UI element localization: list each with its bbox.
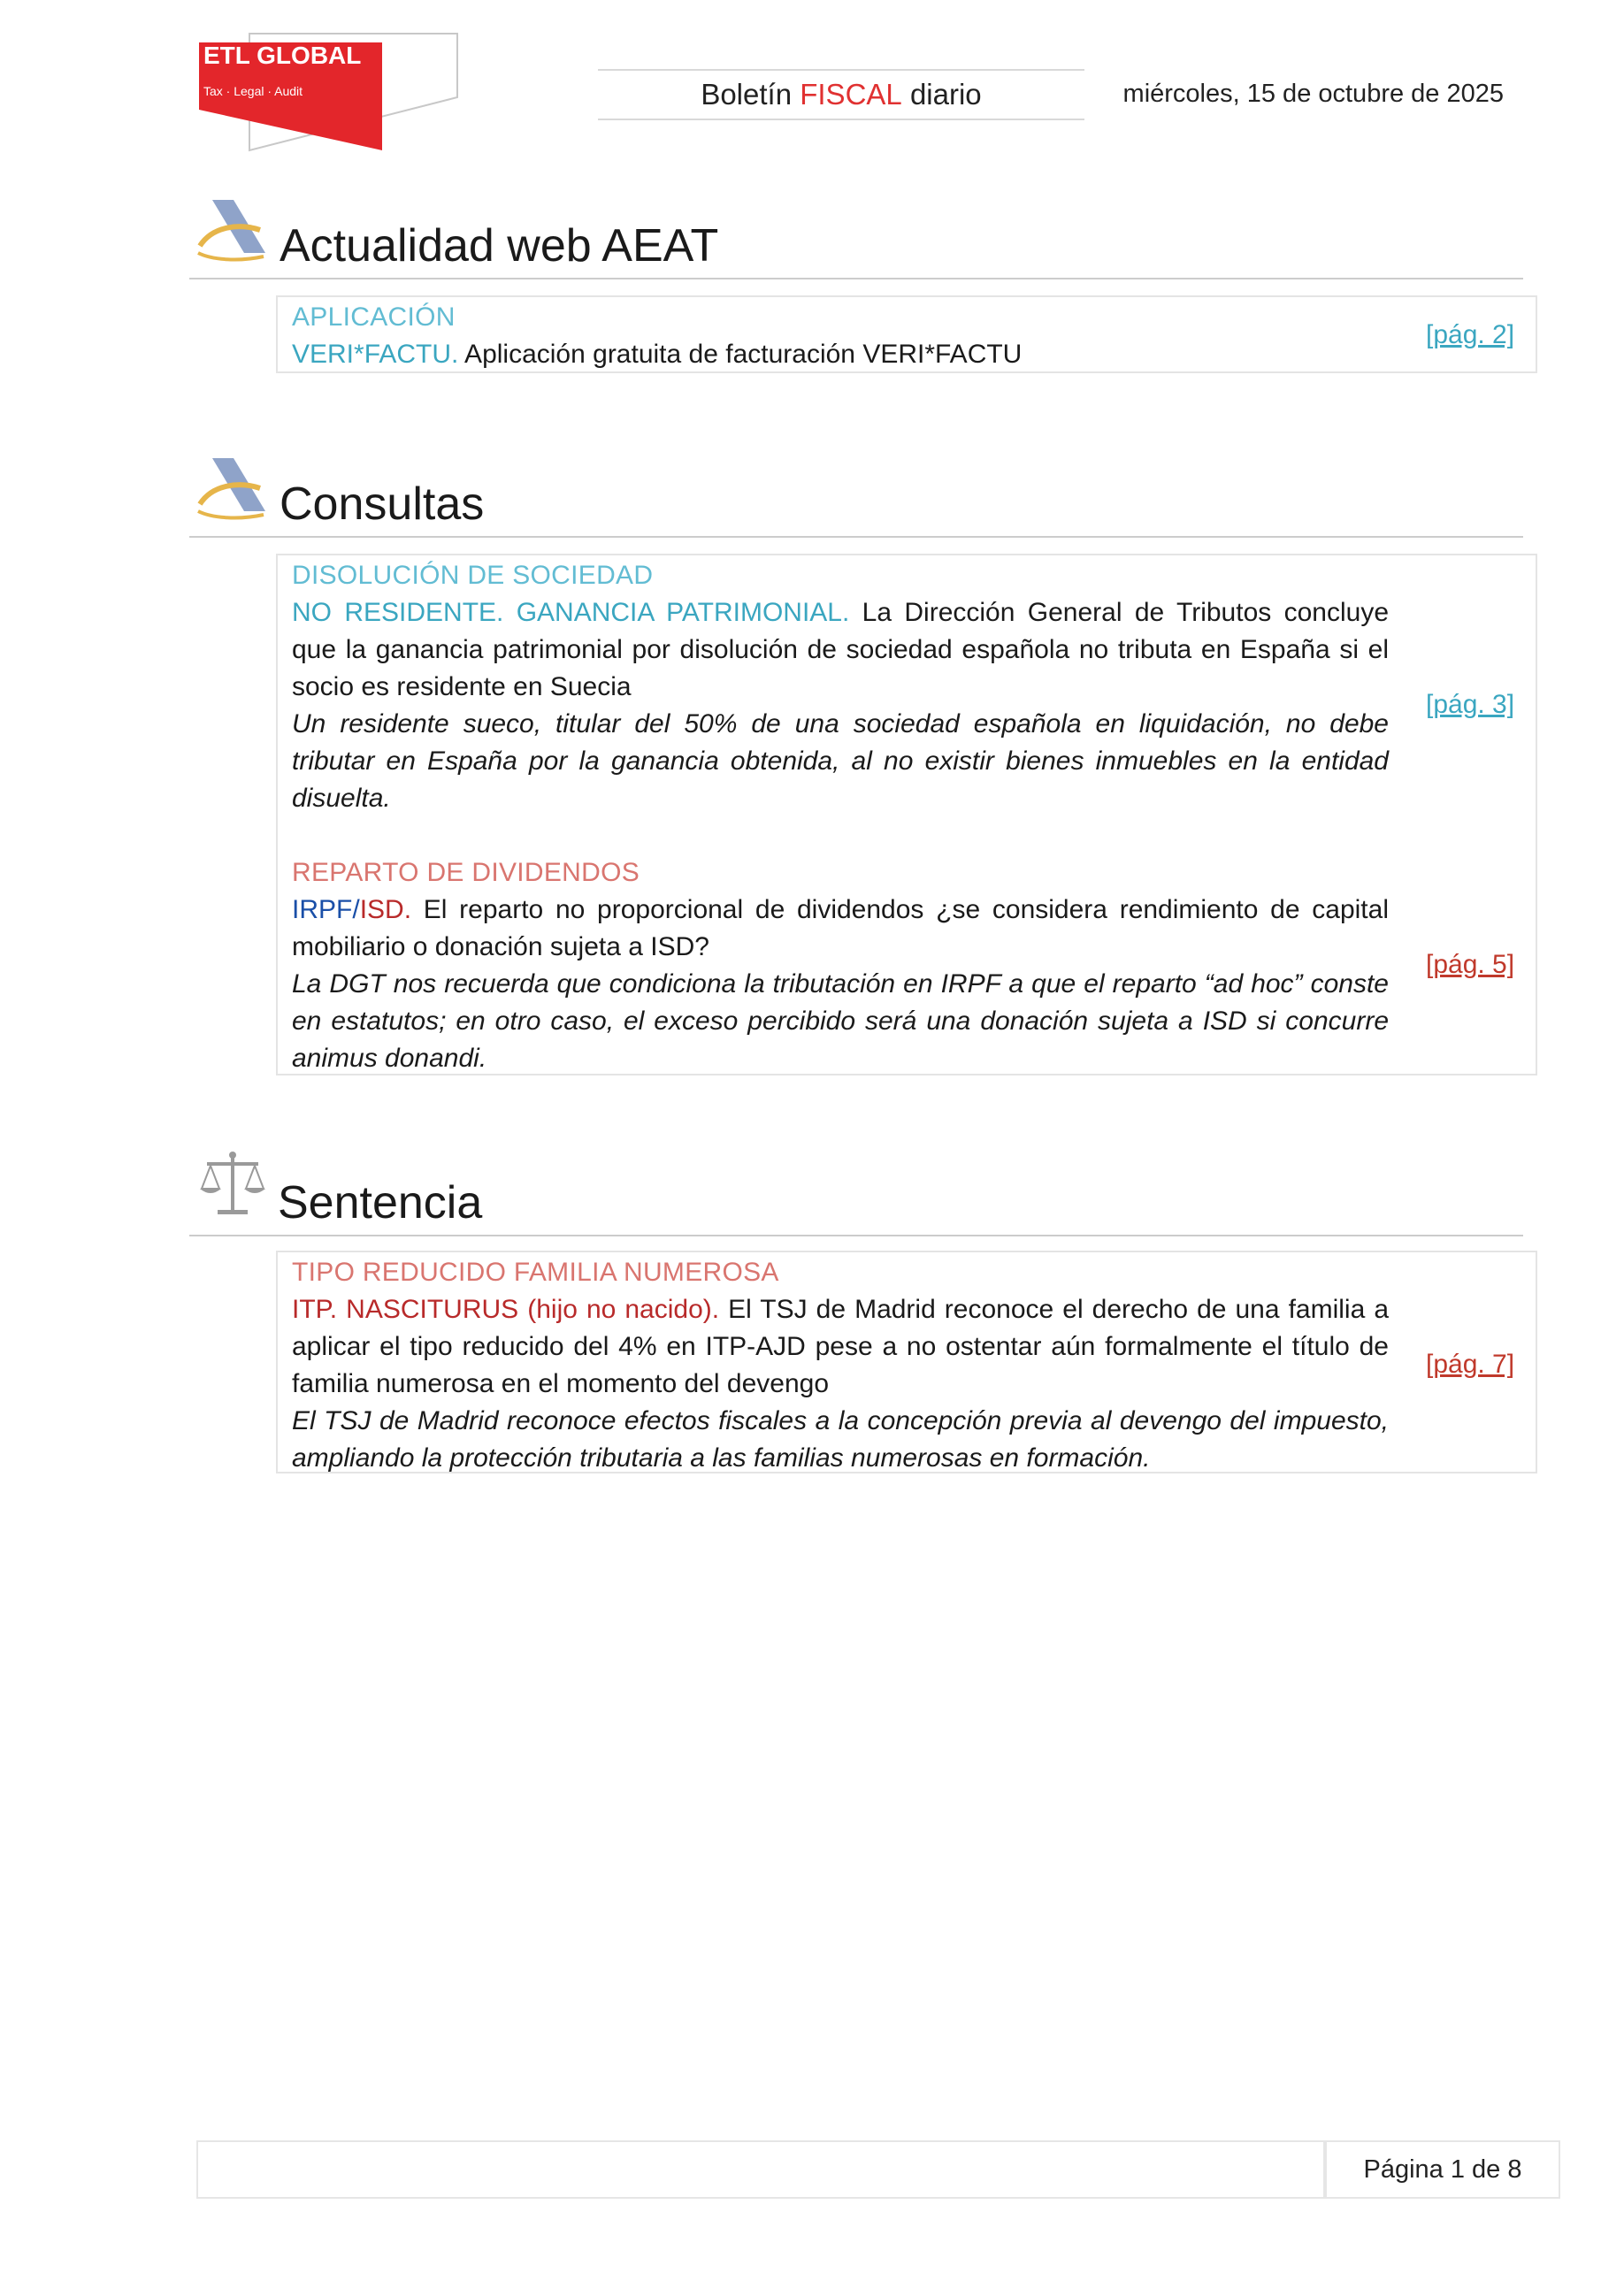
- logo-graphic: [196, 28, 462, 152]
- aeat-icon: [195, 449, 271, 525]
- entry-summary: La DGT nos recuerda que condiciona la tributación en IRPF a que el reparto “ad hoc” conste en estatutos; en otro caso, el exceso percibido será una donación sujeta a ISD si concurre animus donandi.: [292, 969, 1389, 1073]
- entry-lead-separator: /: [352, 895, 360, 924]
- bulletin-date: miércoles, 15 de octubre de 2025: [1122, 80, 1504, 108]
- entry-headline: [292, 1291, 1397, 1403]
- section-title: Sentencia: [278, 1177, 483, 1228]
- news-card: [276, 554, 1537, 1075]
- section-divider: [189, 536, 1523, 538]
- entry-lead-isd: ISD.: [359, 895, 412, 924]
- entry-headline: [292, 892, 1397, 966]
- category-label: TIPO REDUCIDO FAMILIA NUMEROSA: [292, 1258, 779, 1287]
- entry-text: El reparto no proporcional de dividendos ¿se considera rendimiento de capital mobiliario o donación sujeta a ISD?: [292, 895, 1397, 961]
- entry-summary: El TSJ de Madrid reconoce efectos fiscales a la concepción previa al devengo del impuesto, ampliando la protección tributaria a las familias numerosas en formación.: [292, 1406, 1389, 1473]
- news-card: [276, 295, 1537, 373]
- footer-left-cell: [196, 2140, 1325, 2199]
- entry-summary: Un residente sueco, titular del 50% de una sociedad española en liquidación, no debe tributar en España por la ganancia obtenida, al no existir bienes inmuebles en la entidad disuelta.: [292, 709, 1389, 813]
- section-divider: [189, 278, 1523, 279]
- section-title: Consultas: [280, 478, 485, 530]
- bulletin-title-prefix: Boletín: [701, 78, 801, 111]
- page-link[interactable]: [pág. 3]: [1426, 690, 1515, 719]
- news-card: [276, 1251, 1537, 1473]
- entry-lead: ITP. NASCITURUS (hijo no nacido).: [292, 1295, 720, 1324]
- aeat-icon: [195, 191, 271, 267]
- page-link[interactable]: [pág. 5]: [1426, 950, 1515, 979]
- section-divider: [189, 1235, 1523, 1236]
- entry-lead: VERI*FACTU.: [292, 340, 459, 369]
- category-label: DISOLUCIÓN DE SOCIEDAD: [292, 561, 654, 590]
- section-title: Actualidad web AEAT: [280, 220, 719, 272]
- etl-global-logo: [196, 28, 462, 152]
- entry-lead: NO RESIDENTE. GANANCIA PATRIMONIAL.: [292, 598, 850, 627]
- scales-icon: [195, 1148, 271, 1224]
- entry-lead-irpf: IRPF: [292, 895, 353, 924]
- page-link[interactable]: [pág. 2]: [1426, 320, 1515, 349]
- category-label: APLICACIÓN: [292, 302, 456, 332]
- category-label: REPARTO DE DIVIDENDOS: [292, 858, 640, 887]
- logo-tagline: Tax · Legal · Audit: [203, 84, 303, 98]
- entry-headline: [292, 336, 1389, 373]
- page-number: Página 1 de 8: [1325, 2140, 1560, 2199]
- page-link[interactable]: [pág. 7]: [1426, 1350, 1515, 1379]
- bulletin-title: [598, 69, 1084, 120]
- entry-headline: [292, 594, 1397, 706]
- entry-text: La Dirección General de Tributos concluye que la ganancia patrimonial por disolución de sociedad española no tributa en España si el socio es residente en Suecia: [292, 598, 1397, 701]
- bulletin-title-highlight: FISCAL: [800, 78, 902, 111]
- entry-text: El TSJ de Madrid reconoce el derecho de una familia a aplicar el tipo reducido del 4% en ITP-AJD pese a no ostentar aún formalmente el título de familia numerosa en el momento del devengo: [292, 1295, 1397, 1398]
- entry-text: Aplicación gratuita de facturación VERI*FACTU: [458, 340, 1023, 369]
- logo-wordmark: ETL GLOBAL: [203, 42, 362, 69]
- bulletin-title-suffix: diario: [901, 78, 982, 111]
